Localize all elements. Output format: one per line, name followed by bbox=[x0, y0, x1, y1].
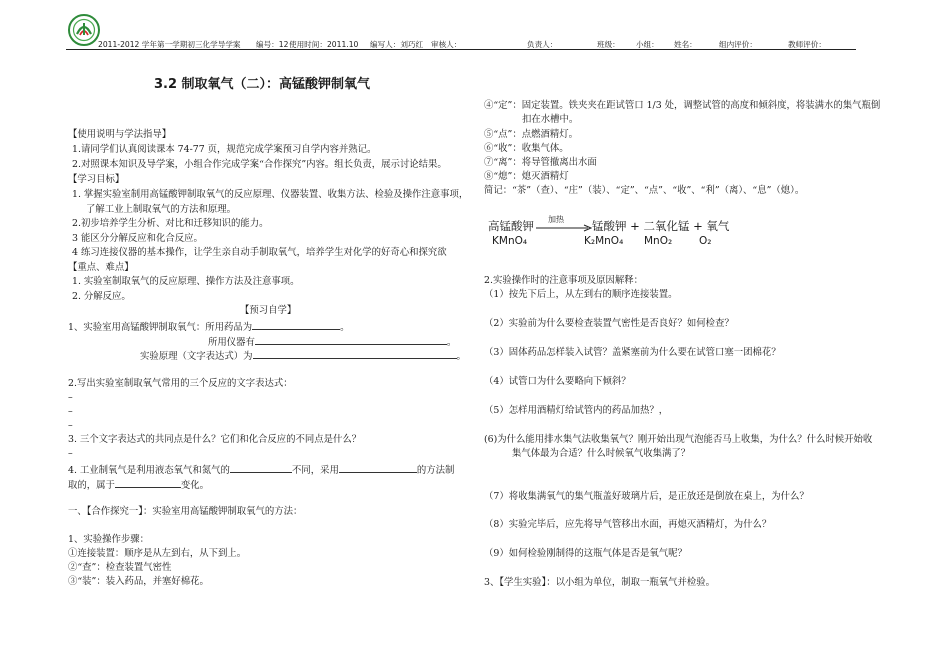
header-class: 班级： bbox=[597, 40, 620, 49]
page-title: 3.2 制取氧气（二）：高锰酸钾制氧气 bbox=[154, 77, 371, 92]
question-6a: (6)为什么能用排水集气法收集氧气？刚开始出现气泡能否马上收集，为什么？什么时候开始收 bbox=[484, 434, 873, 445]
answer-blank[interactable] bbox=[252, 318, 340, 330]
question-1: （1）按先下后上，从左到右的顺序连接装置。 bbox=[484, 289, 678, 300]
step-2: ②“查”：检查装置气密性 bbox=[68, 562, 172, 573]
notes-heading: 2.实验操作时的注意事项及原因解释： bbox=[484, 275, 643, 286]
answer-blank[interactable] bbox=[255, 333, 447, 345]
question-9: （9）如何检验刚制得的这瓶气体是否是氧气呢？ bbox=[484, 548, 687, 559]
preview-q1c-end: 。 bbox=[456, 351, 466, 362]
header-number: 编号：12 bbox=[256, 40, 289, 49]
step-8: ⑧“熄”：熄灭酒精灯 bbox=[484, 171, 569, 182]
eq-formula-mno2: MnO₂ bbox=[644, 235, 673, 247]
preview-heading: 【预习自学】 bbox=[240, 305, 297, 316]
reaction-arrow-icon bbox=[536, 224, 592, 232]
step-5: ⑤“点”：点燃酒精灯。 bbox=[484, 129, 578, 140]
step-3: ③“装”：装入药品，并塞好棉花。 bbox=[68, 576, 209, 587]
preview-q2-dash: – bbox=[68, 406, 73, 417]
preview-q2: 2.写出实验室制取氧气常用的三个反应的文字表达式： bbox=[68, 378, 293, 389]
guide-item-2: 2.对照课本知识及导学案，小组合作完成学案“合作探究”内容。组长负责，展示讨论结果。 bbox=[72, 159, 447, 170]
eq-formula-k2mno4: K₂MnO₄ bbox=[584, 235, 624, 247]
question-3: （3）固体药品怎样装入试管？盖紧塞前为什么要在试管口塞一团棉花？ bbox=[484, 347, 781, 358]
goal-item-2: 2.初步培养学生分析、对比和迁移知识的能力。 bbox=[72, 218, 269, 229]
step-7: ⑦“离”：将导管撤离出水面 bbox=[484, 157, 597, 168]
step-4a: ④“定”：固定装置。铁夹夹在距试管口 1/3 处，调整试管的高度和倾斜度，将装满水的集气瓶倒 bbox=[484, 100, 881, 111]
eq-formula-o2: O₂ bbox=[699, 235, 712, 247]
preview-q1-text: 1、实验室用高锰酸钾制取氧气：所用药品为 bbox=[68, 322, 253, 333]
guide-heading: 【使用说明与学法指导】 bbox=[68, 129, 172, 140]
header-name: 姓名： bbox=[674, 40, 697, 49]
header-teacher-eval: 教师评价： bbox=[788, 40, 826, 49]
question-8: （8）实验完毕后，应先将导气管移出水面，再熄灭酒精灯，为什么？ bbox=[484, 519, 772, 530]
student-experiment: 3、【学生实验】：以小组为单位，制取一瓶氧气并检验。 bbox=[484, 577, 715, 588]
question-6b: 集气体最为合适？什么时候氧气收集满了？ bbox=[512, 448, 691, 459]
key-item-2: 2. 分解反应。 bbox=[72, 291, 131, 302]
header-group: 小组： bbox=[636, 40, 659, 49]
eq-formula-kmno4: KMnO₄ bbox=[492, 235, 528, 247]
step-4b: 扣在水槽中。 bbox=[522, 114, 579, 125]
header-group-eval: 组内评价： bbox=[719, 40, 757, 49]
preview-q1-end: 。 bbox=[340, 322, 350, 333]
right-column bbox=[484, 0, 884, 671]
eq-products: 锰酸钾 + 二氧化锰 + 氧气 bbox=[592, 219, 730, 233]
goal-item-1a: 1. 掌握实验室制用高锰酸钾制取氧气的反应原理、仪器装置、收集方法、检验及操作注意事项， bbox=[72, 189, 469, 200]
header-author: 编写人：刘巧红 bbox=[370, 40, 424, 49]
goal-item-4: 4 练习连接仪器的基本操作，让学生亲自动手制取氧气，培养学生对化学的好奇心和探究欲 bbox=[72, 247, 447, 258]
preview-q4a-text: 4. 工业制氧气是利用液态氧气和氮气的 bbox=[68, 465, 230, 476]
goal-item-3: 3 能区分分解反应和化合反应。 bbox=[72, 233, 203, 244]
goal-heading: 【学习目标】 bbox=[68, 174, 125, 185]
preview-q3-dash: – bbox=[68, 448, 73, 459]
left-column bbox=[68, 0, 468, 671]
header-term: 2011-2012 学年第一学期初三化学导学案 bbox=[98, 40, 241, 49]
header-reviewer: 审核人： bbox=[431, 40, 462, 49]
question-2: （2）实验前为什么要检查装置气密性是否良好？如何检查？ bbox=[484, 318, 734, 329]
question-4: （4）试管口为什么要略向下倾斜？ bbox=[484, 376, 631, 387]
preview-q4b bbox=[68, 476, 209, 494]
eq-condition: 加热 bbox=[548, 215, 564, 224]
preview-q3: 3. 三个文字表达式的共同点是什么？它们和化合反应的不同点是什么？ bbox=[68, 434, 362, 445]
coop-heading: 一、【合作探究一】：实验室用高锰酸钾制取氧气的方法： bbox=[68, 506, 303, 517]
preview-q2-dash: – bbox=[68, 420, 73, 431]
step-6: ⑥“收”：收集气体。 bbox=[484, 143, 569, 154]
guide-item-1: 1.请同学们认真阅读课本 74-77 页，规范完成学案预习自学内容并熟记。 bbox=[72, 144, 377, 155]
header-time: 使用时间：2011.10 bbox=[289, 40, 359, 49]
preview-q4b-end: 变化。 bbox=[180, 480, 210, 491]
answer-blank[interactable] bbox=[115, 476, 181, 488]
preview-q1c bbox=[140, 347, 466, 365]
step-1: ①连接装置：顺序是从左到右，从下到上。 bbox=[68, 548, 247, 559]
preview-q4a-mid: 不同，采用 bbox=[291, 465, 339, 476]
key-heading: 【重点、难点】 bbox=[68, 262, 134, 273]
goal-item-1b: 了解工业上制取氧气的方法和原理。 bbox=[86, 204, 237, 215]
header-responsible: 负责人： bbox=[527, 40, 558, 49]
answer-blank[interactable] bbox=[253, 347, 457, 359]
question-5: （5）怎样用酒精灯给试管内的药品加热？， bbox=[484, 405, 669, 416]
preview-q1c-text: 实验原理（文字表达式）为 bbox=[140, 351, 253, 362]
preview-q4b-text: 取的，属于 bbox=[68, 480, 115, 491]
key-item-1: 1. 实验室制取氧气的反应原理、操作方法及注意事项。 bbox=[72, 276, 300, 287]
answer-blank[interactable] bbox=[339, 461, 417, 473]
preview-q1b-text: 所用仪器有 bbox=[208, 337, 255, 348]
answer-blank[interactable] bbox=[230, 461, 292, 473]
preview-q4a-end: 的方法制 bbox=[416, 465, 455, 476]
steps-heading: 1、实验操作步骤： bbox=[68, 534, 149, 545]
preview-q2-dash: – bbox=[68, 392, 73, 403]
question-7: （7）将收集满氧气的集气瓶盖好玻璃片后，是正放还是倒放在桌上，为什么？ bbox=[484, 491, 809, 502]
preview-q1b-end: 。 bbox=[446, 337, 457, 348]
eq-reactant: 高锰酸钾 bbox=[488, 219, 534, 233]
summary-mnemonic: 简记：“茶”（查）、“庄”（装）、“定”、“点”、“收”、“利”（离）、“息”（熄）。 bbox=[484, 185, 805, 196]
